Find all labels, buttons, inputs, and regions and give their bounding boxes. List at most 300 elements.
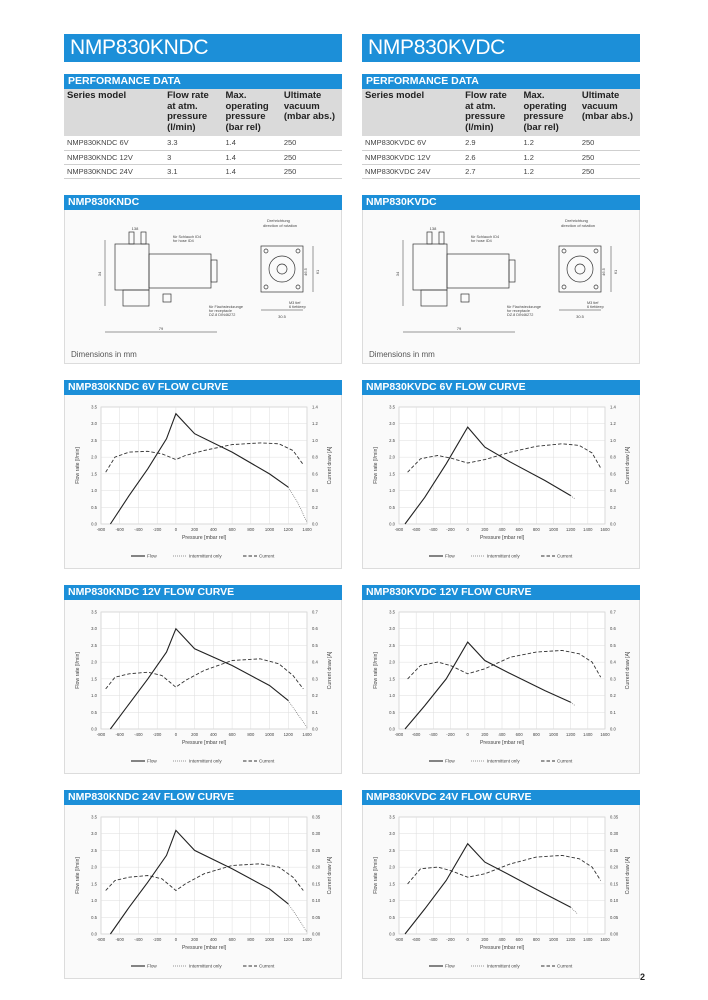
thread-label: M3 tief: [587, 300, 599, 305]
x-tick-label: 1200: [283, 936, 293, 942]
x-tick-label: -600: [115, 731, 124, 737]
page-number: 2: [640, 972, 646, 982]
x-tick-label: 1600: [600, 526, 610, 532]
y-tick-label: 2.0: [91, 659, 97, 665]
flow-curve-panel: [64, 395, 342, 569]
header-ultimate-vacuum: Ultimate vacuum (mbar abs.): [281, 89, 342, 136]
y2-axis-label: Current draw [A]: [625, 856, 631, 894]
receptacle-label-de: für Flachsteckzunge: [507, 304, 541, 309]
hose-label-en: for hose ID4: [471, 238, 492, 243]
y-tick-label: 1.0: [91, 897, 97, 903]
cell-pressure: 1.4: [222, 136, 280, 150]
y2-tick-label: 0.25: [610, 847, 619, 853]
y2-tick-label: 0.2: [312, 504, 318, 510]
y2-tick-label: 0.7: [312, 609, 318, 614]
dimension-drawing-panel: [362, 210, 640, 364]
y-tick-label: 1.5: [389, 675, 395, 681]
product-title: NMP830KNDC: [64, 34, 342, 62]
y2-tick-label: 0.15: [610, 880, 619, 886]
pump-base: [421, 290, 447, 306]
cell-model: NMP830KVDC 6V: [362, 136, 462, 150]
x-tick-label: 400: [209, 526, 217, 532]
x-tick-label: 600: [515, 526, 523, 532]
y2-tick-label: 0.4: [610, 487, 616, 493]
y2-axis-label: Current draw [A]: [625, 446, 631, 484]
y-tick-label: 2.5: [91, 437, 97, 443]
dimension-label: 138: [429, 225, 437, 231]
x-tick-label: 400: [498, 526, 506, 532]
y-axis-label: Flow rate [l/min]: [75, 446, 81, 484]
y-tick-label: 2.5: [389, 642, 395, 648]
y2-tick-label: 0.1: [610, 709, 616, 715]
y2-tick-label: 0.6: [312, 470, 318, 476]
cell-model: NMP830KNDC 12V: [64, 150, 164, 164]
y-tick-label: 0.5: [91, 504, 97, 510]
hose-port: [439, 232, 444, 244]
x-tick-label: 1600: [600, 731, 610, 737]
header-series-model: Series model: [362, 89, 462, 136]
x-tick-label: 600: [515, 731, 523, 737]
cell-flow: 2.6: [462, 150, 520, 164]
motor-body: [447, 254, 509, 288]
cell-pressure: 1.4: [222, 150, 280, 164]
x-tick-label: 800: [532, 526, 540, 532]
legend-label: Intermittent only: [487, 758, 520, 764]
product-title: NMP830KVDC: [362, 34, 640, 62]
dimensions-note: Dimensions in mm: [71, 349, 137, 359]
y2-tick-label: 0.2: [610, 692, 616, 698]
y-axis-label: Flow rate [l/min]: [75, 856, 81, 894]
dimension-label: 46.5: [601, 267, 606, 276]
y2-tick-label: 0.2: [610, 504, 616, 510]
cell-model: NMP830KNDC 6V: [64, 136, 164, 150]
y-tick-label: 0.0: [91, 931, 97, 936]
mounting-hole: [594, 285, 598, 289]
x-tick-label: 200: [481, 526, 489, 532]
x-tick-label: 1000: [264, 936, 275, 942]
cell-pressure: 1.2: [520, 164, 578, 178]
chart-heading-24v: NMP830KVDC 24V FLOW CURVE: [362, 790, 640, 805]
x-tick-label: 600: [228, 731, 236, 737]
x-tick-label: -200: [152, 731, 162, 737]
x-tick-label: 1400: [583, 936, 593, 942]
cell-flow: 3: [164, 150, 222, 164]
header-flow-rate: Flow rate at atm. pressure (l/min): [164, 89, 222, 136]
y-tick-label: 2.0: [91, 454, 97, 460]
y-tick-label: 1.5: [91, 675, 97, 681]
dimension-drawing: [65, 210, 341, 364]
x-tick-label: 1200: [283, 731, 293, 737]
mounting-hole: [562, 285, 566, 289]
y-tick-label: 2.5: [389, 847, 395, 853]
cell-model: NMP830KVDC 24V: [362, 164, 462, 178]
x-tick-label: -200: [446, 526, 455, 532]
y-tick-label: 3.0: [91, 625, 97, 631]
flow-curve-chart: [65, 805, 341, 979]
motor-body: [149, 254, 211, 288]
cell-vacuum: 250: [579, 136, 640, 150]
thread-depth-label: 6 tiefdeep: [289, 304, 306, 309]
legend-label: Current: [557, 758, 573, 764]
pump-head: [413, 244, 447, 290]
x-tick-label: 1000: [548, 731, 559, 737]
y2-tick-label: 1.2: [610, 420, 616, 426]
y2-axis-label: Current draw [A]: [327, 651, 333, 689]
y-axis-label: Flow rate [l/min]: [373, 856, 379, 894]
header-ultimate-vacuum: Ultimate vacuum (mbar abs.): [579, 89, 640, 136]
dimension-label: 30.5: [576, 313, 584, 319]
y2-tick-label: 0.10: [312, 897, 321, 903]
x-tick-label: 1000: [264, 526, 275, 532]
x-tick-label: -400: [429, 731, 438, 737]
y2-tick-label: 0.25: [312, 847, 321, 853]
performance-table: [64, 89, 342, 179]
table-row: [64, 150, 342, 164]
legend-label: Flow: [445, 758, 455, 764]
cell-flow: 2.9: [462, 136, 520, 150]
x-tick-label: 0: [466, 526, 469, 532]
mounting-hole: [296, 285, 300, 289]
x-tick-label: 600: [228, 936, 236, 942]
y2-tick-label: 0.3: [312, 675, 318, 681]
x-tick-label: 800: [532, 936, 540, 942]
cell-pressure: 1.4: [222, 164, 280, 178]
legend-label: Current: [259, 553, 275, 559]
y2-tick-label: 0.5: [312, 642, 318, 648]
thread-label: M3 tief: [289, 300, 301, 305]
legend-label: Intermittent only: [189, 758, 222, 764]
hose-port: [427, 232, 432, 244]
x-tick-label: 0: [466, 936, 469, 942]
flow-curve-chart: [65, 600, 341, 774]
y-tick-label: 1.0: [389, 487, 395, 493]
x-tick-label: 800: [247, 526, 255, 532]
x-axis-label: Pressure [mbar rel]: [181, 944, 227, 951]
y2-tick-label: 1.4: [610, 404, 616, 409]
y2-tick-label: 0.8: [312, 454, 318, 460]
header-max-pressure: Max. operating pressure (bar rel): [520, 89, 578, 136]
flow-curve-chart: [65, 395, 341, 569]
y-tick-label: 3.0: [389, 625, 395, 631]
receptacle-label-de: für Flachsteckzunge: [209, 304, 243, 309]
hose-port: [129, 232, 134, 244]
y2-tick-label: 0.6: [610, 470, 616, 476]
y-tick-label: 2.5: [91, 847, 97, 853]
x-tick-label: 800: [247, 731, 255, 737]
x-tick-label: 800: [247, 936, 255, 942]
x-axis-label: Pressure [mbar rel]: [479, 739, 525, 746]
x-tick-label: 200: [191, 731, 199, 737]
dimension-label: 138: [131, 225, 139, 231]
y-tick-label: 1.0: [91, 692, 97, 698]
y-tick-label: 0.0: [91, 521, 97, 526]
y-tick-label: 1.5: [91, 470, 97, 476]
legend-label: Current: [259, 963, 275, 969]
y2-tick-label: 0.20: [312, 864, 321, 870]
y2-tick-label: 0.30: [610, 830, 619, 836]
y2-tick-label: 0.0: [312, 726, 318, 731]
x-axis-label: Pressure [mbar rel]: [181, 534, 227, 541]
x-tick-label: 200: [481, 731, 489, 737]
table-row: [362, 164, 640, 178]
y2-tick-label: 0.8: [610, 454, 616, 460]
y-tick-label: 3.5: [389, 814, 395, 819]
x-tick-label: 400: [498, 731, 506, 737]
y2-tick-label: 0.05: [610, 914, 619, 920]
y-tick-label: 2.0: [91, 864, 97, 870]
y-tick-label: 0.0: [389, 931, 395, 936]
y2-tick-label: 0.5: [610, 642, 616, 648]
y2-tick-label: 0.3: [610, 675, 616, 681]
x-axis-label: Pressure [mbar rel]: [479, 534, 525, 541]
x-tick-label: -200: [152, 936, 162, 942]
hose-label-de: für Schlauch ID4: [471, 234, 500, 239]
y-tick-label: 3.0: [91, 830, 97, 836]
end-view-shaft: [277, 264, 287, 274]
receptacle-tab: [163, 294, 171, 302]
cell-pressure: 1.2: [520, 150, 578, 164]
y2-tick-label: 0.35: [610, 814, 619, 819]
mounting-hole: [264, 249, 268, 253]
chart-heading-6v: NMP830KVDC 6V FLOW CURVE: [362, 380, 640, 395]
y-axis-label: Flow rate [l/min]: [75, 651, 81, 689]
rotation-label-en: direction of rotation: [561, 222, 596, 228]
x-tick-label: 1000: [548, 936, 559, 942]
y-tick-label: 0.0: [389, 726, 395, 731]
table-row: [64, 164, 342, 178]
mounting-hole: [562, 249, 566, 253]
x-tick-label: -600: [115, 936, 124, 942]
x-tick-label: 1200: [566, 526, 576, 532]
y2-tick-label: 0.15: [312, 880, 321, 886]
y2-tick-label: 0.05: [312, 914, 321, 920]
dimension-label: 61: [613, 269, 618, 274]
y2-axis-label: Current draw [A]: [327, 856, 333, 894]
x-tick-label: -600: [411, 936, 421, 942]
flow-curve-panel: [362, 805, 640, 979]
y-tick-label: 3.5: [91, 814, 97, 819]
x-tick-label: 1600: [600, 936, 610, 942]
y-tick-label: 3.5: [91, 609, 97, 614]
y2-tick-label: 0.4: [312, 487, 318, 493]
x-tick-label: -600: [411, 731, 421, 737]
legend-label: Intermittent only: [487, 553, 520, 559]
chart-heading-6v: NMP830KNDC 6V FLOW CURVE: [64, 380, 342, 395]
x-tick-label: 1400: [302, 731, 312, 737]
performance-data-heading: PERFORMANCE DATA: [362, 74, 640, 89]
y-tick-label: 3.5: [389, 404, 395, 409]
end-view-shaft: [575, 264, 585, 274]
y-tick-label: 3.0: [91, 420, 97, 426]
x-tick-label: -800: [394, 526, 404, 532]
x-tick-label: 200: [191, 936, 199, 942]
plot-area: [101, 817, 307, 934]
legend-label: Current: [557, 553, 573, 559]
y2-tick-label: 0.6: [312, 625, 318, 631]
x-tick-label: -800: [96, 526, 106, 532]
x-tick-label: -400: [429, 526, 438, 532]
y2-tick-label: 0.00: [312, 931, 321, 936]
cell-vacuum: 250: [281, 164, 342, 178]
x-tick-label: 600: [228, 526, 236, 532]
hose-label-de: für Schlauch ID4: [173, 234, 202, 239]
table-row: [362, 150, 640, 164]
x-tick-label: 600: [515, 936, 523, 942]
dimension-label: 79: [456, 325, 462, 331]
legend-label: Flow: [147, 758, 157, 764]
y-tick-label: 2.0: [389, 659, 395, 665]
y-tick-label: 1.5: [389, 880, 395, 886]
y-tick-label: 2.0: [389, 864, 395, 870]
y-tick-label: 0.0: [389, 521, 395, 526]
y-tick-label: 0.5: [389, 504, 395, 510]
x-axis-label: Pressure [mbar rel]: [479, 944, 525, 951]
table-row: [362, 136, 640, 150]
receptacle-standard-label: DZ.8 DIN46272: [507, 312, 534, 317]
flow-curve-panel: [362, 600, 640, 774]
motor-endcap: [509, 260, 515, 282]
y2-axis-label: Current draw [A]: [625, 651, 631, 689]
y2-tick-label: 0.0: [312, 521, 318, 526]
header-max-pressure: Max. operating pressure (bar rel): [222, 89, 280, 136]
product-column-kndc: [64, 34, 342, 979]
flow-curve-chart: [363, 805, 639, 979]
drawing-heading: NMP830KNDC: [64, 195, 342, 210]
legend-label: Intermittent only: [189, 553, 222, 559]
x-tick-label: 1400: [583, 526, 593, 532]
y2-tick-label: 0.4: [312, 659, 318, 665]
y-tick-label: 2.0: [389, 454, 395, 460]
legend-label: Flow: [445, 553, 455, 559]
cell-pressure: 1.2: [520, 136, 578, 150]
x-tick-label: 0: [174, 526, 178, 532]
chart-heading-12v: NMP830KVDC 12V FLOW CURVE: [362, 585, 640, 600]
y-tick-label: 1.5: [91, 880, 97, 886]
y2-tick-label: 0.0: [610, 726, 616, 731]
legend-label: Current: [557, 963, 573, 969]
y2-tick-label: 1.4: [312, 404, 318, 409]
mounting-hole: [296, 249, 300, 253]
y-tick-label: 3.0: [389, 830, 395, 836]
dimension-label: 46.5: [303, 267, 308, 276]
x-tick-label: 400: [498, 936, 506, 942]
dimensions-note: Dimensions in mm: [369, 349, 435, 359]
dimension-label: 34: [395, 271, 400, 276]
pump-base: [123, 290, 149, 306]
x-tick-label: -600: [411, 526, 421, 532]
x-tick-label: -600: [115, 526, 124, 532]
x-tick-label: 1000: [548, 526, 559, 532]
y2-tick-label: 1.0: [312, 437, 318, 443]
legend-label: Flow: [445, 963, 455, 969]
y-tick-label: 2.5: [91, 642, 97, 648]
x-tick-label: -400: [429, 936, 438, 942]
legend-label: Flow: [147, 963, 157, 969]
cell-vacuum: 250: [579, 164, 640, 178]
y2-tick-label: 1.0: [610, 437, 616, 443]
plot-area: [101, 407, 307, 524]
x-tick-label: 0: [466, 731, 469, 737]
dimension-label: 30.5: [278, 313, 286, 319]
y2-tick-label: 0.20: [610, 864, 619, 870]
x-tick-label: 200: [481, 936, 489, 942]
flow-curve-panel: [64, 600, 342, 774]
rotation-label-de: Drehrichtung: [267, 217, 290, 223]
x-tick-label: -800: [394, 936, 404, 942]
y2-tick-label: 0.30: [312, 830, 321, 836]
x-tick-label: -800: [96, 731, 106, 737]
y2-tick-label: 0.6: [610, 625, 616, 631]
header-series-model: Series model: [64, 89, 164, 136]
y2-tick-label: 0.35: [312, 814, 321, 819]
receptacle-label-en: for receptacle: [507, 308, 531, 313]
y-tick-label: 0.0: [91, 726, 97, 731]
table-row: [64, 136, 342, 150]
y2-tick-label: 0.4: [610, 659, 616, 665]
x-axis-label: Pressure [mbar rel]: [181, 739, 227, 746]
y2-tick-label: 1.2: [312, 420, 318, 426]
y-tick-label: 3.0: [389, 420, 395, 426]
cell-flow: 3.1: [164, 164, 222, 178]
flow-curve-chart: [363, 395, 639, 569]
cell-vacuum: 250: [281, 150, 342, 164]
y-tick-label: 1.5: [389, 470, 395, 476]
cell-model: NMP830KNDC 24V: [64, 164, 164, 178]
x-tick-label: 1000: [264, 731, 275, 737]
x-tick-label: -400: [134, 526, 143, 532]
receptacle-tab: [461, 294, 469, 302]
x-tick-label: -200: [446, 731, 455, 737]
y-tick-label: 3.5: [91, 404, 97, 409]
dimension-label: 79: [158, 325, 164, 331]
x-tick-label: 1400: [583, 731, 593, 737]
x-tick-label: -400: [134, 936, 143, 942]
pump-head: [115, 244, 149, 290]
dimension-drawing: [363, 210, 639, 364]
y2-tick-label: 0.0: [610, 521, 616, 526]
y-tick-label: 0.5: [389, 709, 395, 715]
x-tick-label: 800: [532, 731, 540, 737]
end-view-bore: [269, 256, 295, 282]
dimension-drawing-panel: [64, 210, 342, 364]
x-tick-label: 1200: [566, 731, 576, 737]
y2-tick-label: 0.00: [610, 931, 619, 936]
x-tick-label: -200: [446, 936, 455, 942]
chart-heading-12v: NMP830KNDC 12V FLOW CURVE: [64, 585, 342, 600]
y-tick-label: 0.5: [91, 709, 97, 715]
hose-label-en: for hose ID4: [173, 238, 194, 243]
dimension-label: 34: [97, 271, 102, 276]
x-tick-label: 1400: [302, 936, 312, 942]
x-tick-label: 1200: [566, 936, 576, 942]
performance-table: [362, 89, 640, 179]
y-tick-label: 1.0: [389, 692, 395, 698]
y-tick-label: 3.5: [389, 609, 395, 614]
legend-label: Current: [259, 758, 275, 764]
y-tick-label: 0.5: [91, 914, 97, 920]
chart-heading-24v: NMP830KNDC 24V FLOW CURVE: [64, 790, 342, 805]
y-tick-label: 1.0: [91, 487, 97, 493]
product-column-kvdc: [362, 34, 640, 979]
y-axis-label: Flow rate [l/min]: [373, 651, 379, 689]
x-tick-label: 1200: [283, 526, 293, 532]
performance-data-heading: PERFORMANCE DATA: [64, 74, 342, 89]
legend-label: Intermittent only: [189, 963, 222, 969]
cell-flow: 3.3: [164, 136, 222, 150]
mounting-hole: [594, 249, 598, 253]
x-tick-label: -200: [152, 526, 162, 532]
rotation-label-de: Drehrichtung: [565, 217, 588, 223]
